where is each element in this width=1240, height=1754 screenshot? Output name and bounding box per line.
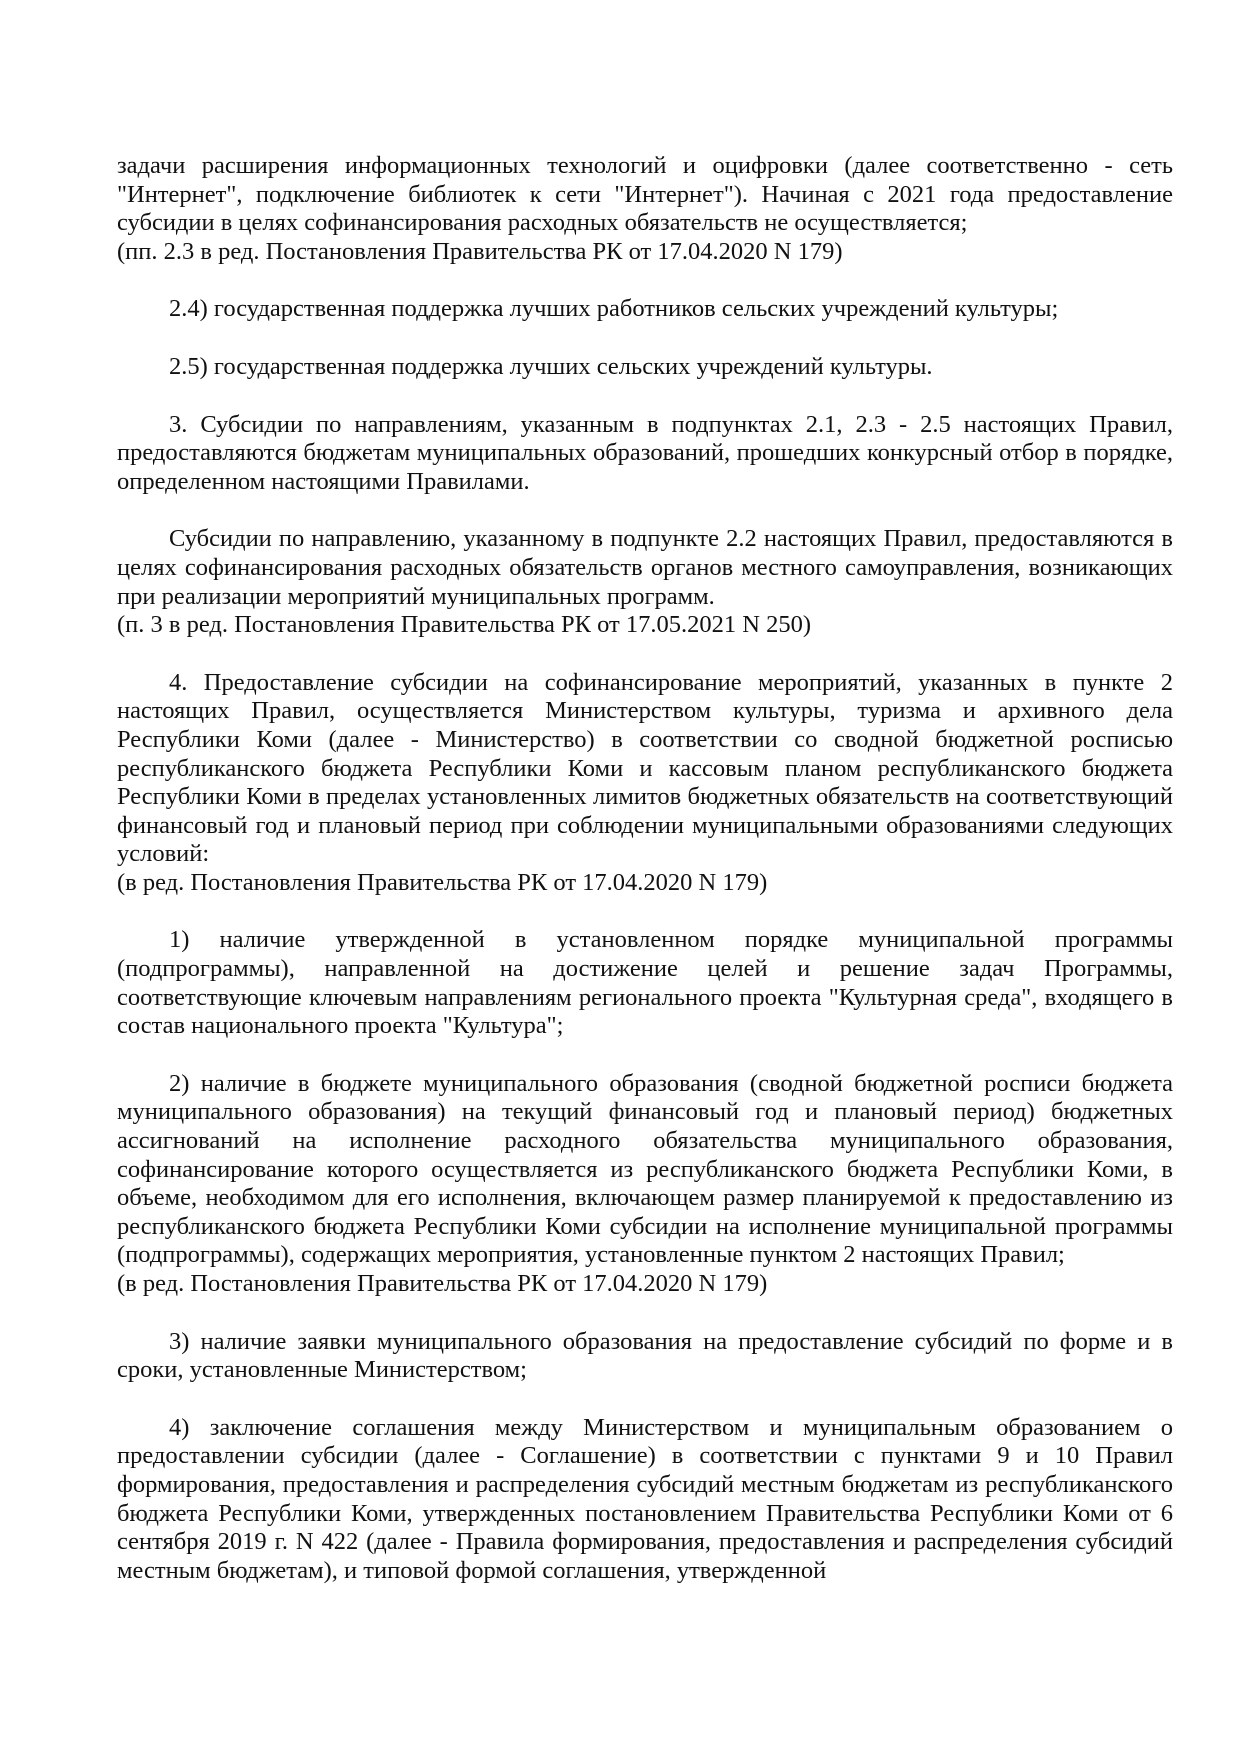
- amendment-note: (в ред. Постановления Правительства РК от 17.04.2020 N 179): [117, 1270, 768, 1297]
- paragraph-3: 3. Субсидии по направлениям, указанным в подпунктах 2.1, 2.3 - 2.5 настоящих Правил, предоставляются бюджетам муниципальных образований, прошедших конкурсный отбор в порядке, определенном настоящими Правилами.: [117, 410, 1173, 495]
- paragraph-4: 4. Предоставление субсидии на софинансирование мероприятий, указанных в пункте 2 настоящих Правил, осуществляется Министерством культуры, туризма и архивного дела Республики Коми (далее - Министерство) в соответствии со сводной бюджетной росписью республиканского бюджета Республики Коми и кассовым планом республиканского бюджета Республики Коми в пределах установленных лимитов бюджетных обязательств на соответствующий финансовый год и плановый период при соблюдении муниципальными образованиями следующих условий:: [117, 668, 1173, 868]
- paragraph-4-condition-4: 4) заключение соглашения между Министерством и муниципальным образованием о предоставлении субсидии (далее - Соглашение) в соответствии с пунктами 9 и 10 Правил формирования, предоставления и распределения субсидий местным бюджетам из республиканского бюджета Республики Коми, утвержденных постановлением Правительства Республики Коми от 6 сентября 2019 г. N 422 (далее - Правила формирования, предоставления и распределения субсидий местным бюджетам), и типовой формой соглашения, утвержденной: [117, 1413, 1173, 1584]
- amendment-note: (в ред. Постановления Правительства РК от 17.04.2020 N 179): [117, 868, 768, 896]
- paragraph-2-4: 2.4) государственная поддержка лучших работников сельских учреждений культуры;: [169, 295, 1059, 323]
- document-page: [117, 152, 1173, 1585]
- paragraph-4-condition-3: 3) наличие заявки муниципального образования на предоставление субсидий по форме и в сроки, установленные Министерством;: [117, 1327, 1173, 1384]
- paragraph-4-condition-2: 2) наличие в бюджете муниципального образования (сводной бюджетной росписи бюджета муниципального образования) на текущий финансовый год и плановый период) бюджетных ассигнований на исполнение расходного обязательства муниципального образования, софинансирование которого осуществляется из республиканского бюджета Республики Коми, в объеме, необходимом для его исполнения, включающем размер планируемой к предоставлению из республиканского бюджета Республики Коми субсидии на исполнение муниципальной программы (подпрограммы), содержащих мероприятия, установленные пунктом 2 настоящих Правил;: [117, 1069, 1173, 1269]
- paragraph-3-second: Субсидии по направлению, указанному в подпункте 2.2 настоящих Правил, предоставляются в целях софинансирования расходных обязательств органов местного самоуправления, возникающих при реализации мероприятий муниципальных программ.: [117, 525, 1173, 610]
- amendment-note: (п. 3 в ред. Постановления Правительства РК от 17.05.2021 N 250): [117, 611, 811, 639]
- paragraph-4-condition-1: 1) наличие утвержденной в установленном порядке муниципальной программы (подпрограммы), направленной на достижение целей и решение задач Программы, соответствующие ключевым направлениям регионального проекта "Культурная среда", входящего в состав национального проекта "Культура";: [117, 926, 1173, 1040]
- paragraph-continuation: задачи расширения информационных технологий и оцифровки (далее соответственно - сеть "Интернет", подключение библиотек к сети "Интернет"). Начиная с 2021 года предоставление субсидии в целях софинансирования расходных обязательств не осуществляется;: [117, 152, 1173, 237]
- paragraph-2-5: 2.5) государственная поддержка лучших сельских учреждений культуры.: [169, 352, 933, 380]
- amendment-note: (пп. 2.3 в ред. Постановления Правительства РК от 17.04.2020 N 179): [117, 237, 843, 265]
